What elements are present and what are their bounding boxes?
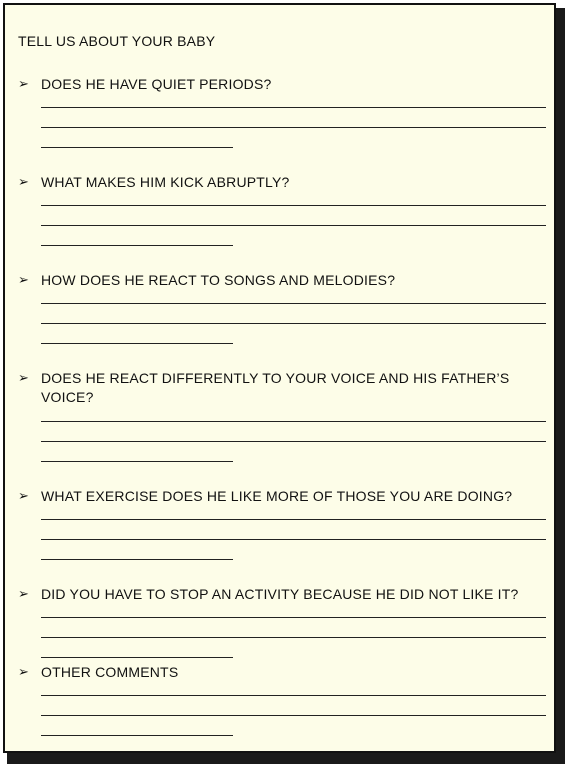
answer-line[interactable] (41, 559, 233, 560)
answer-line[interactable] (41, 107, 546, 108)
answer-line[interactable] (41, 421, 546, 422)
arrow-bullet-icon: ➢ (18, 488, 29, 503)
question-text: DOES HE HAVE QUIET PERIODS? (41, 76, 272, 92)
answer-line[interactable] (41, 245, 233, 246)
answer-line[interactable] (41, 637, 546, 638)
answer-line[interactable] (41, 695, 546, 696)
answer-line[interactable] (41, 303, 546, 304)
answer-line[interactable] (41, 127, 546, 128)
questionnaire-card (3, 3, 556, 753)
answer-line[interactable] (41, 715, 546, 716)
page-title: TELL US ABOUT YOUR BABY (18, 33, 216, 49)
question-text: HOW DOES HE REACT TO SONGS AND MELODIES? (41, 272, 396, 288)
arrow-bullet-icon: ➢ (18, 76, 29, 91)
answer-line[interactable] (41, 225, 546, 226)
question-text: DOES HE REACT DIFFERENTLY TO YOUR VOICE AND HIS FATHER’S VOICE? (41, 370, 510, 405)
answer-line[interactable] (41, 617, 546, 618)
question-text: WHAT MAKES HIM KICK ABRUPTLY? (41, 174, 290, 190)
answer-line[interactable] (41, 147, 233, 148)
question-text: OTHER COMMENTS (41, 664, 179, 680)
answer-line[interactable] (41, 519, 546, 520)
answer-line[interactable] (41, 461, 233, 462)
answer-line[interactable] (41, 205, 546, 206)
arrow-bullet-icon: ➢ (18, 370, 29, 385)
answer-line[interactable] (41, 441, 546, 442)
answer-line[interactable] (41, 323, 546, 324)
arrow-bullet-icon: ➢ (18, 272, 29, 287)
question-text: WHAT EXERCISE DOES HE LIKE MORE OF THOSE YOU ARE DOING? (41, 488, 513, 504)
answer-line[interactable] (41, 657, 233, 658)
answer-line[interactable] (41, 539, 546, 540)
answer-line[interactable] (41, 343, 233, 344)
answer-line[interactable] (41, 735, 233, 736)
arrow-bullet-icon: ➢ (18, 664, 29, 679)
question-text: DID YOU HAVE TO STOP AN ACTIVITY BECAUSE HE DID NOT LIKE IT? (41, 586, 519, 602)
arrow-bullet-icon: ➢ (18, 174, 29, 189)
arrow-bullet-icon: ➢ (18, 586, 29, 601)
